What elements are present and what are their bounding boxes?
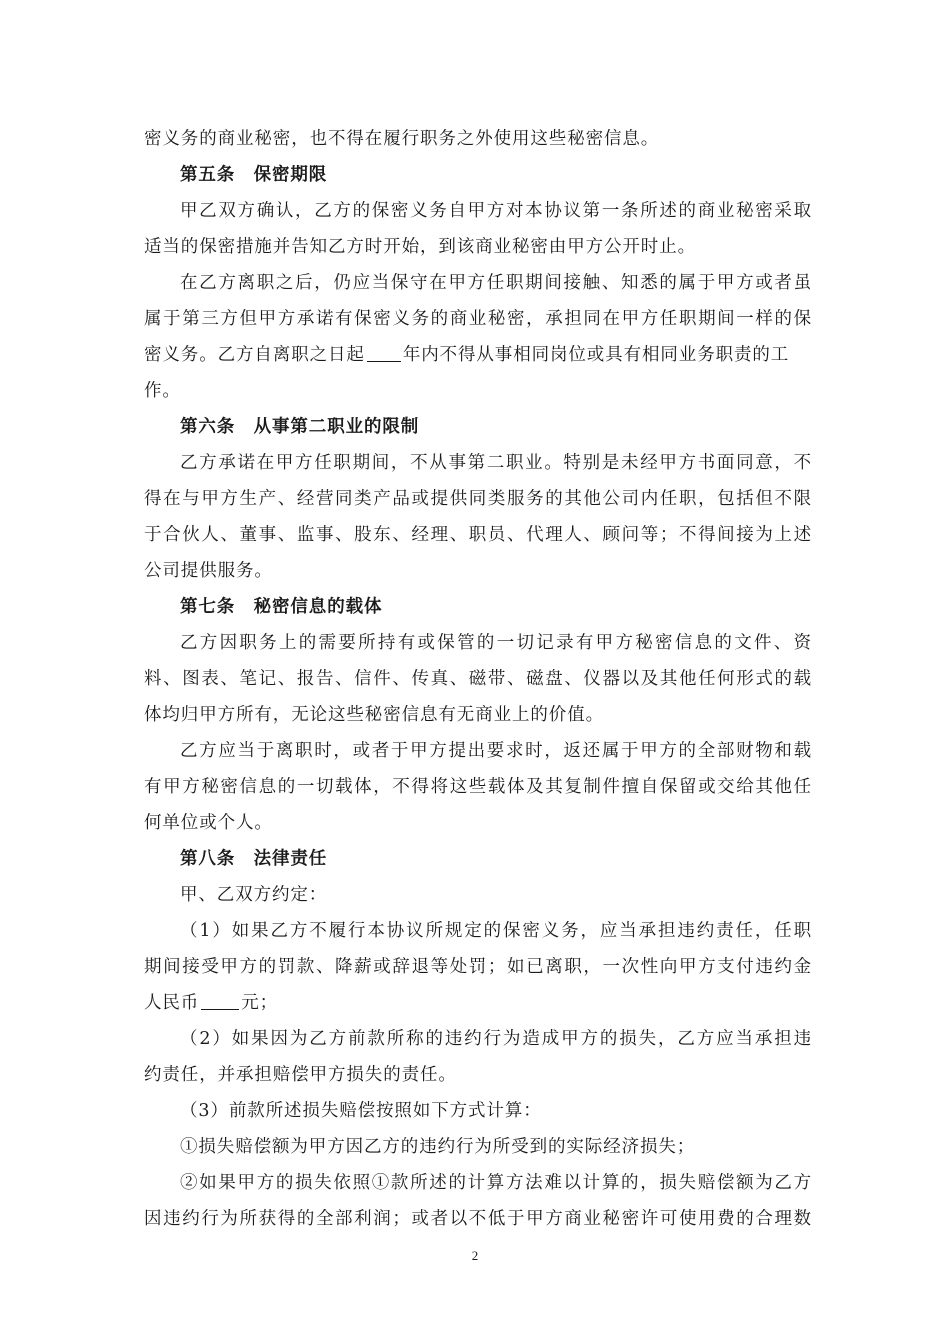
paragraph-line: （3）前款所述损失赔偿按照如下方式计算： (180, 1101, 542, 1121)
paragraph-line: 得在与甲方生产、经营同类产品或提供同类服务的其他公司内任职，包括但不限 (144, 489, 812, 509)
text-segment: 年内不得从事相同岗位或具有相同业务职责的工 (402, 345, 790, 365)
paragraph-line: 乙方承诺在甲方任职期间，不从事第二职业。特别是未经甲方书面同意，不 (180, 453, 812, 473)
paragraph-line: 公司提供服务。 (144, 561, 273, 581)
paragraph-line: 适当的保密措施并告知乙方时开始，到该商业秘密由甲方公开时止。 (144, 237, 696, 257)
paragraph-line: 密义务的商业秘密，也不得在履行职务之外使用这些秘密信息。 (144, 129, 660, 149)
fill-in-blank-years (367, 345, 401, 362)
paragraph-line-with-blank (144, 992, 812, 1014)
paragraph-line: 何单位或个人。 (144, 813, 273, 833)
paragraph-line: 属于第三方但甲方承诺有保密义务的商业秘密，承担同在甲方任职期间一样的保 (144, 309, 812, 329)
paragraph-line: （1）如果乙方不履行本协议所规定的保密义务，应当承担违约责任，任职 (180, 921, 812, 941)
text-segment: 人民币 (144, 993, 200, 1013)
paragraph-line: 甲、乙双方约定： (180, 885, 328, 905)
paragraph-line: 约责任，并承担赔偿甲方损失的责任。 (144, 1065, 457, 1085)
article-7-heading: 第七条 秘密信息的载体 (180, 597, 383, 617)
paragraph-line: 体均归甲方所有，无论这些秘密信息有无商业上的价值。 (144, 705, 604, 725)
article-5-heading: 第五条 保密期限 (180, 165, 328, 185)
paragraph-line: 料、图表、笔记、报告、信件、传真、磁带、磁盘、仪器以及其他任何形式的载 (144, 669, 812, 689)
paragraph-line: 乙方应当于离职时，或者于甲方提出要求时，返还属于甲方的全部财物和载 (180, 741, 812, 761)
paragraph-line: ②如果甲方的损失依照①款所述的计算方法难以计算的，损失赔偿额为乙方 (180, 1173, 812, 1193)
paragraph-line: 乙方因职务上的需要所持有或保管的一切记录有甲方秘密信息的文件、资 (180, 633, 812, 653)
paragraph-line: 作。 (144, 381, 181, 401)
paragraph-line: ①损失赔偿额为甲方因乙方的违约行为所受到的实际经济损失； (180, 1137, 696, 1157)
paragraph-line: 甲乙双方确认，乙方的保密义务自甲方对本协议第一条所述的商业秘密采取 (180, 201, 812, 221)
paragraph-line: 于合伙人、董事、监事、股东、经理、职员、代理人、顾问等；不得间接为上述 (144, 525, 812, 545)
paragraph-line: 因违约行为所获得的全部利润；或者以不低于甲方商业秘密许可使用费的合理数 (144, 1209, 812, 1229)
text-segment: 密义务。乙方自离职之日起 (144, 345, 365, 365)
paragraph-line: 有甲方秘密信息的一切载体，不得将这些载体及其复制件擅自保留或交给其他任 (144, 777, 812, 797)
text-segment: 元； (241, 993, 279, 1013)
page-number: 2 (471, 1248, 479, 1263)
article-8-heading: 第八条 法律责任 (180, 849, 328, 869)
paragraph-line-with-blank (144, 344, 812, 366)
paragraph-line: 在乙方离职之后，仍应当保守在甲方任职期间接触、知悉的属于甲方或者虽 (180, 273, 812, 293)
paragraph-line: 期间接受甲方的罚款、降薪或辞退等处罚；如已离职，一次性向甲方支付违约金 (144, 957, 812, 977)
paragraph-line: （2）如果因为乙方前款所称的违约行为造成甲方的损失，乙方应当承担违 (180, 1029, 812, 1049)
article-6-heading: 第六条 从事第二职业的限制 (180, 417, 420, 437)
fill-in-blank-amount (201, 993, 239, 1010)
